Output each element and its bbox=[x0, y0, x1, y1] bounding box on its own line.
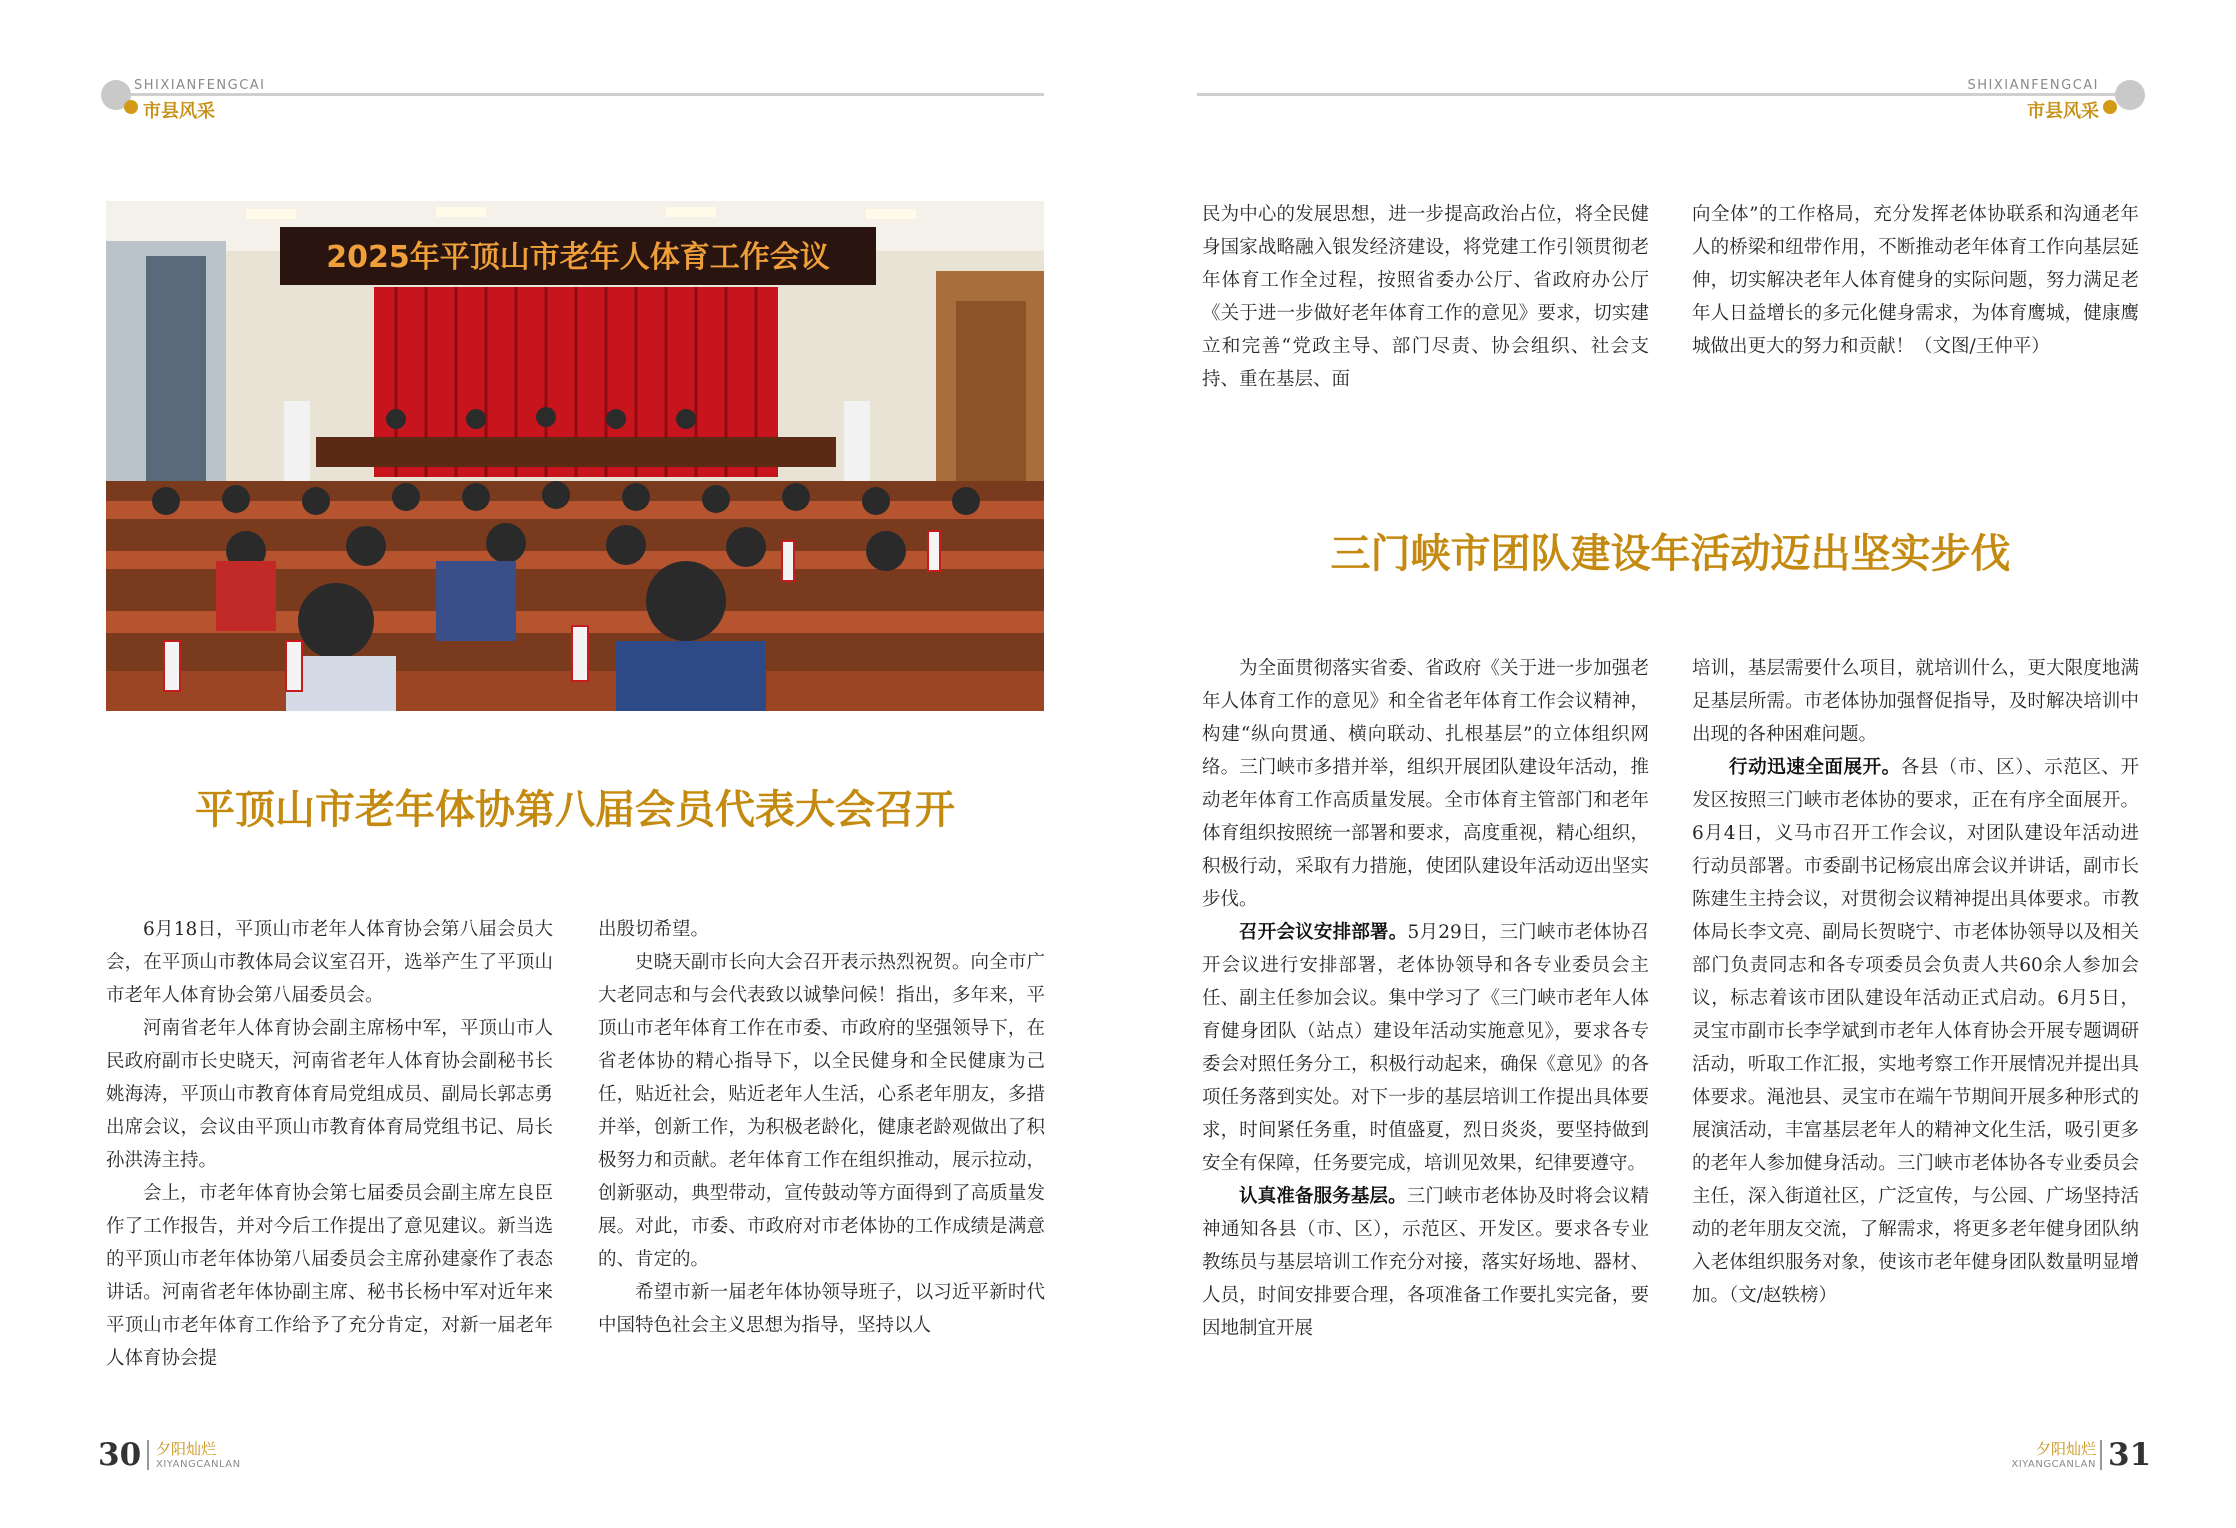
footer-divider bbox=[147, 1440, 149, 1470]
article2-column-2 bbox=[1692, 652, 2139, 1312]
paragraph: 6月18日，平顶山市老年人体育协会第八届会员大会，在平顶山市教体局会议室召开，选举产生了平顶山市老年人体育协会第八届委员会。 bbox=[106, 919, 553, 1006]
footer-divider bbox=[2100, 1440, 2102, 1470]
header-rule bbox=[1197, 93, 2117, 96]
meeting-photo bbox=[106, 201, 1044, 711]
header-dot-icon bbox=[2103, 100, 2117, 114]
article1-column-1 bbox=[106, 913, 553, 1375]
paragraph: 向全体”的工作格局，充分发挥老体协联系和沟通老年人的桥梁和纽带作用，不断推动老年体育工作向基层延伸，切实解决老年人体育健身的实际问题，努力满足老年人日益增长的多元化健身需求，为体育鹰城，健康鹰城做出更大的努力和贡献！（文图/王仲平） bbox=[1692, 204, 2139, 357]
paragraph: 史晓天副市长向大会召开表示热烈祝贺。向全市广大老同志和与会代表致以诚挚问候！指出，多年来，平顶山市老年体育工作在市委、市政府的坚强领导下，在省老体协的精心指导下，以全民健身和全民健康为己任，贴近社会，贴近老年人生活，心系老年朋友，多措并举，创新工作，为积极老龄化，健康老龄观做出了积极努力和贡献。老年体育工作在组织推动，展示拉动，创新驱动，典型带动，宣传鼓动等方面得到了高质量发展。对此，市委、市政府对市老体协的工作成绩是满意的、肯定的。 bbox=[598, 952, 1045, 1270]
article1-column-4 bbox=[1692, 198, 2139, 363]
paragraph: 会上，市老年体育协会第七届委员会副主席左良臣作了工作报告，并对今后工作提出了意见建议。新当选的平顶山市老年体协第八届委员会主席孙建豪作了表态讲话。河南省老年体协副主席、秘书长杨中军对近年来平顶山市老年体育工作给予了充分肯定，对新一届老年人体育协会提 bbox=[106, 1183, 553, 1369]
page-number: 30 bbox=[98, 1437, 142, 1473]
section-pinyin: SHIXIANFENGCAI bbox=[134, 78, 266, 93]
paragraph: 为全面贯彻落实省委、省政府《关于进一步加强老年人体育工作的意见》和全省老年体育工作会议精神，构建“纵向贯通、横向联动、扎根基层”的立体组织网络。三门峡市多措并举，组织开展团队建设年活动，推动老年体育工作高质量发展。全市体育主管部门和老年体育组织按照统一部署和要求，高度重视，精心组织，积极行动，采取有力措施，使团队建设年活动迈出坚实步伐。 bbox=[1202, 658, 1649, 910]
magazine-pinyin: XIYANGCANLAN bbox=[156, 1459, 241, 1470]
subheading: 认真准备服务基层。 bbox=[1239, 1186, 1407, 1207]
page-number: 31 bbox=[2108, 1437, 2152, 1473]
article1-column-3 bbox=[1202, 198, 1649, 396]
subheading: 召开会议安排部署。 bbox=[1239, 922, 1408, 943]
article-title: 平顶山市老年体协第八届会员代表大会召开 bbox=[195, 787, 955, 833]
paragraph: 希望市新一届老年体协领导班子，以习近平新时代中国特色社会主义思想为指导，坚持以人 bbox=[598, 1282, 1045, 1336]
paragraph: 行动迅速全面展开。各县（市、区）、示范区、开发区按照三门峡市老体协的要求，正在有序全面展开。6月4日，义马市召开工作会议，对团队建设年活动进行动员部署。市委副书记杨宸出席会议并讲话，副市长陈建生主持会议，对贯彻会议精神提出具体要求。市教体局长李文亮、副局长贺晓宁、市老体协领导以及相关部门负责同志和各专项委员会负责人共60余人参加会议，标志着该市团队建设年活动正式启动。6月5日，灵宝市副市长李学斌到市老年人体育协会开展专题调研活动，听取工作汇报，实地考察工作开展情况并提出具体要求。渑池县、灵宝市在端午节期间开展多种形式的展演活动，丰富基层老年人的精神文化生活，吸引更多的老年人参加健身活动。三门峡市老体协各专业委员会主任，深入街道社区，广泛宣传，与公园、广场坚持活动的老年朋友交流，了解需求，将更多老年健身团队纳入老体组织服务对象，使该市老年健身团队数量明显增加。（文/赵轶榜） bbox=[1692, 757, 2139, 1306]
article-title: 三门峡市团队建设年活动迈出坚实步伐 bbox=[1330, 531, 2011, 577]
magazine-name: 夕阳灿烂 bbox=[156, 1440, 217, 1458]
section-pinyin: SHIXIANFENGCAI bbox=[1967, 78, 2099, 93]
article1-column-2 bbox=[598, 913, 1045, 1342]
paragraph: 民为中心的发展思想，进一步提高政治占位，将全民健身国家战略融入银发经济建设，将党建工作引领贯彻老年体育工作全过程，按照省委办公厅、省政府办公厅《关于进一步做好老年体育工作的意见》要求，切实建立和完善“党政主导、部门尽责、协会组织、社会支持、重在基层、面 bbox=[1202, 204, 1649, 390]
header-rule bbox=[118, 93, 1044, 96]
magazine-pinyin: XIYANGCANLAN bbox=[2011, 1459, 2096, 1470]
subheading: 行动迅速全面展开。 bbox=[1729, 757, 1901, 778]
paragraph: 培训，基层需要什么项目，就培训什么，更大限度地满足基层所需。市老体协加强督促指导，及时解决培训中出现的各种困难问题。 bbox=[1692, 658, 2139, 745]
paragraph: 认真准备服务基层。三门峡市老体协及时将会议精神通知各县（市、区），示范区、开发区。要求各专业教练员与基层培训工作充分对接，落实好场地、器材、人员，时间安排要合理，各项准备工作要扎实完备，要因地制宜开展 bbox=[1202, 1186, 1649, 1339]
meeting-photo-illustration bbox=[106, 201, 1044, 711]
header-dot-icon bbox=[124, 100, 138, 114]
paragraph: 出殷切希望。 bbox=[598, 919, 710, 940]
paragraph: 召开会议安排部署。5月29日，三门峡市老体协召开会议进行安排部署，老体协领导和各专业委员会主任、副主任参加会议。集中学习了《三门峡市老年人体育健身团队（站点）建设年活动实施意见》，要求各专委会对照任务分工，积极行动起来，确保《意见》的各项任务落到实处。对下一步的基层培训工作提出具体要求，时间紧任务重，时值盛夏，烈日炎炎，要坚持做到安全有保障，任务要完成，培训见效果，纪律要遵守。 bbox=[1202, 922, 1649, 1174]
section-title: 市县风采 bbox=[2027, 101, 2099, 122]
section-title: 市县风采 bbox=[143, 101, 215, 122]
paragraph: 河南省老年人体育协会副主席杨中军，平顶山市人民政府副市长史晓天，河南省老年人体育协会副秘书长姚海涛，平顶山市教育体育局党组成员、副局长郭志勇出席会议，会议由平顶山市教育体育局党组书记、局长孙洪涛主持。 bbox=[106, 1018, 553, 1171]
banner-text: 2025年平顶山市老年人体育工作会议 bbox=[326, 240, 830, 275]
magazine-name: 夕阳灿烂 bbox=[2035, 1440, 2096, 1458]
header-circle-icon bbox=[2115, 80, 2145, 110]
article2-column-1 bbox=[1202, 652, 1649, 1345]
